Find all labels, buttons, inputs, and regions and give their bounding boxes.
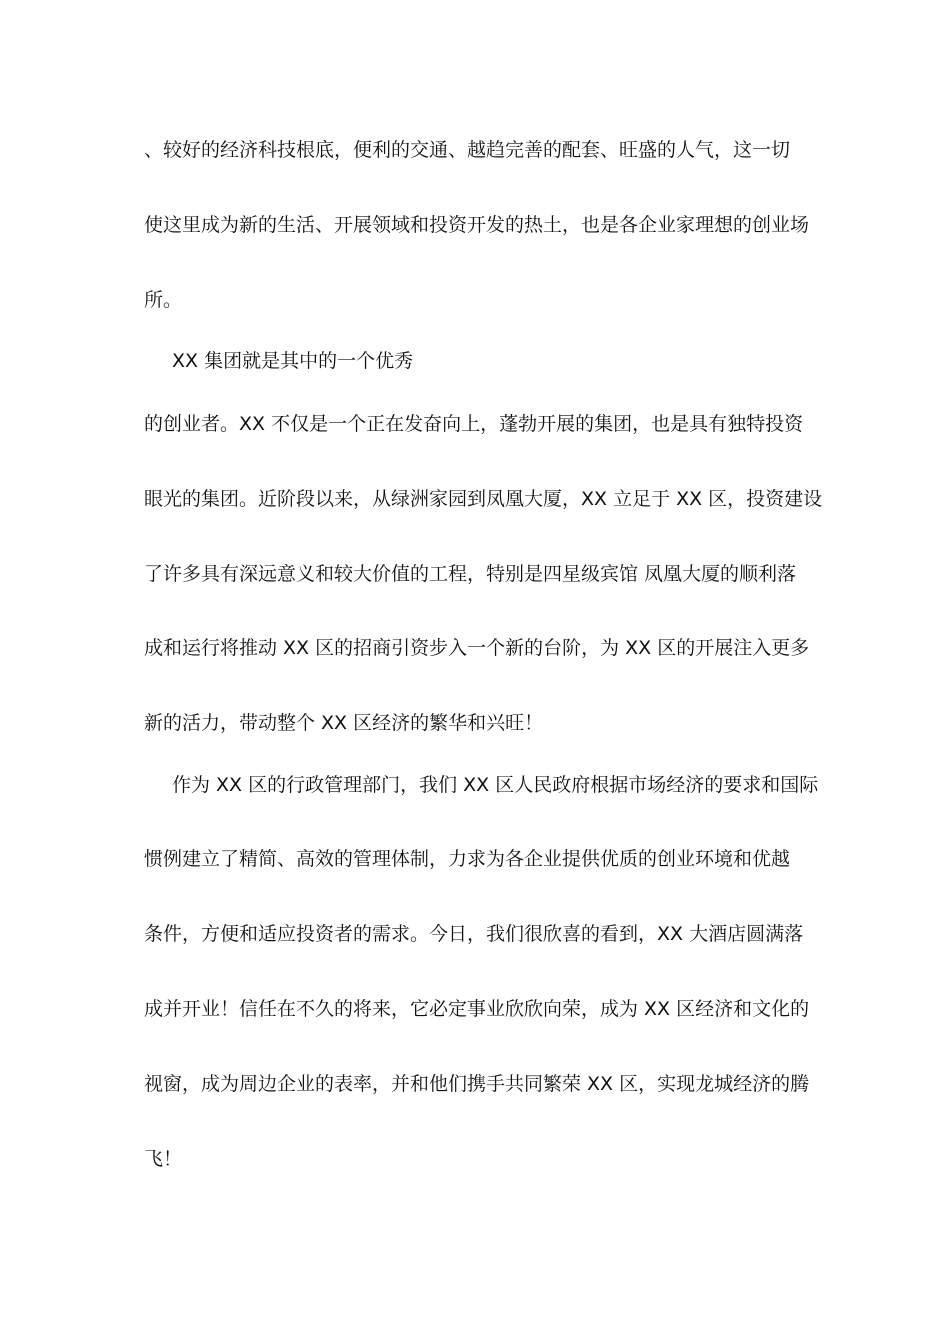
text-line-6: 眼光的集团。近阶段以来，从绿洲家园到凤凰大厦，XX 立足于 XX 区，投资建设 (144, 488, 823, 510)
text-line-3: 所。 (144, 289, 183, 311)
text-line-7: 了许多具有深远意义和较大价值的工程，特别是四星级宾馆 凤凰大厦的顺利落 (144, 563, 797, 585)
text-line-1: 、较好的经济科技根底，便利的交通、越趋完善的配套、旺盛的人气，这一切 (144, 139, 791, 161)
text-line-4: XX 集团就是其中的一个优秀 (172, 350, 414, 372)
text-line-14: 视窗，成为周边企业的表率，并和他们携手共同繁荣 XX 区，实现龙城经济的腾 (144, 1073, 810, 1095)
text-line-9: 新的活力，带动整个 XX 区经济的繁华和兴旺！ (144, 712, 544, 734)
text-line-12: 条件，方便和适应投资者的需求。今日，我们很欣喜的看到，XX 大酒店圆满落 (144, 923, 804, 945)
text-line-11: 惯例建立了精简、高效的管理体制，力求为各企业提供优质的创业环境和优越 (144, 848, 791, 870)
text-line-8: 成和运行将推动 XX 区的招商引资步入一个新的台阶，为 XX 区的开展注入更多 (144, 637, 810, 659)
text-line-13: 成并开业！信任在不久的将来，它必定事业欣欣向荣，成为 XX 区经济和文化的 (144, 998, 810, 1020)
text-line-2: 使这里成为新的生活、开展领域和投资开发的热土，也是各企业家理想的创业场 (144, 214, 810, 236)
text-line-15: 飞！ (144, 1148, 183, 1170)
text-line-10: 作为 XX 区的行政管理部门，我们 XX 区人民政府根据市场经济的要求和国际 (172, 774, 819, 796)
text-line-5: 的创业者。XX 不仅是一个正在发奋向上，蓬勃开展的集团，也是具有独特投资 (144, 413, 804, 435)
